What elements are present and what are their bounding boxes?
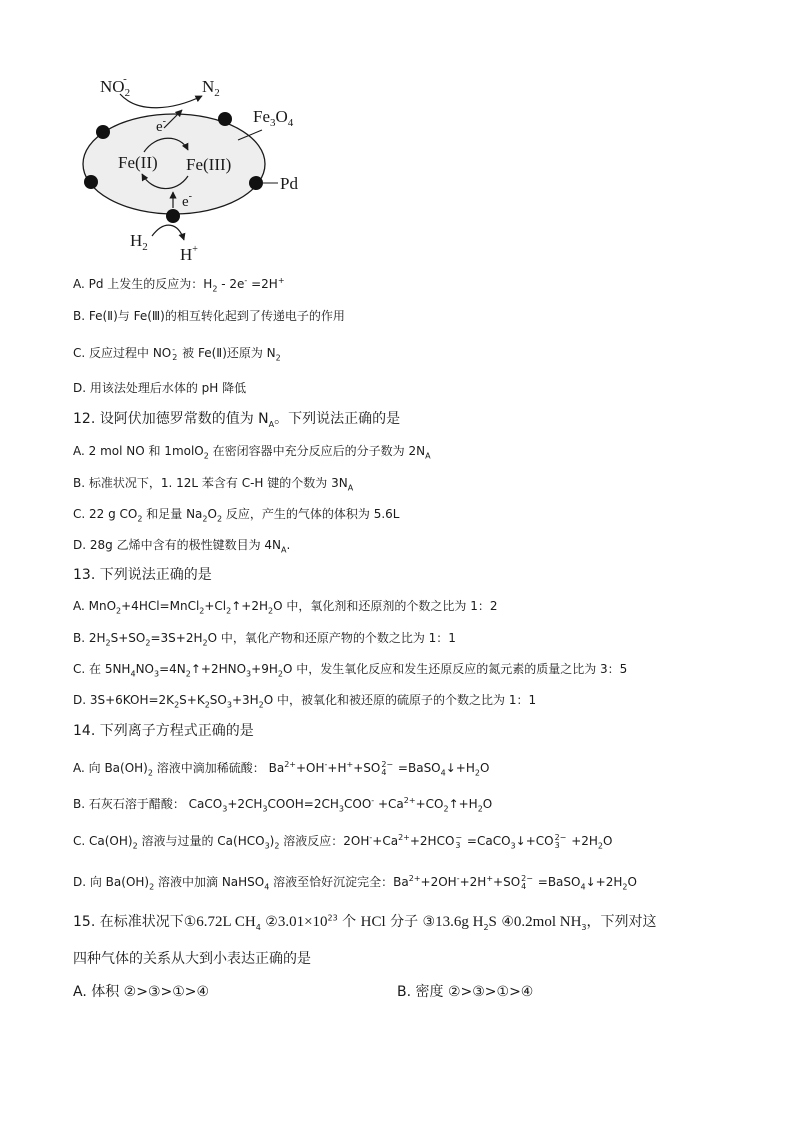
q12-option-b: B. 标准状况下，1. 12L 苯含有 C-H 键的个数为 $3N_A$ [73,476,354,493]
hplus-label: H+ [180,244,198,264]
q11-option-a: A. Pd 上发生的反应为：$H_2 - 2e^- =2H^+$ [73,276,285,294]
q13-stem: 13. 下列说法正确的是 [73,567,212,583]
q12-option-c: C. 22 g $CO_2$ 和足量 $Na_2O_2$ 反应，产生的气体的体积为 5.6L [73,507,400,524]
q14-option-b: B. 石灰石溶于醋酸： $CaCO_3+2CH_3COOH=2CH_3COO^-$ $+Ca^{2+}+CO_2↑+H_2O$ [73,796,493,814]
q11-option-b: B. Fe(Ⅱ)与 Fe(Ⅲ)的相互转化起到了传递电子的作用 [73,309,345,323]
electron-bottom-label: e- [182,191,193,210]
q11-option-c: C. 反应过程中 NO - 2 被 Fe(Ⅱ)还原为 $N_2$ [73,344,281,363]
q15-stem-line1: 15. 在标准状况下①6.72L $CH_4$ $②3.01\times 10^{23}$ 个 HCl 分子 ③13.6g $H_2S$ ④0.2mol $NH_3$，下列对这 [73,913,657,932]
q13-option-b: B. $2H_2S+SO_2=3S+2H_2O$ 中，氧化产物和还原产物的个数之比为 1：1 [73,631,456,648]
pd-dot [249,176,263,190]
pd-dot [84,175,98,189]
q15-stem-line2: 四种气体的关系从大到小表达正确的是 [73,951,311,967]
fe3o4-label: $Fe_3O_4$ [253,107,294,129]
feiii-label: Fe(III) [186,155,232,174]
electron-top-label: e- [156,116,167,135]
pd-dot [96,125,110,139]
no2-label: $NO_2-$ [100,73,131,99]
catalyst-particle-ellipse [83,114,265,214]
q14-option-a: A. 向 $Ba(OH)_2$ 溶液中滴加稀硫酸： $Ba^{2+}+OH^-+H^++SO$ 2− 4 $=BaSO_4↓+H_2O$ [73,759,490,778]
q12-stem: 12. 设阿伏加德罗常数的值为 $N_A$。下列说法正确的是 [73,411,401,429]
q13-option-a: A. $MnO_2+4HCl=MnCl_2+Cl_2↑+2H_2O$ 中，氧化剂和还原剂的个数之比为 1：2 [73,599,498,616]
q14-option-d: D. 向 $Ba(OH)_2$ 溶液中加滴 NaHSO$_4$ 溶液至恰好沉淀完全：$Ba^{2+}+2OH^-+2H^++SO$ 2− 4 $=BaSO_4↓+2H_2O$ [73,873,637,892]
q15-option-b: B. 密度 ②>③>①>④ [397,984,534,1000]
n2-label: $N_2$ [202,77,220,99]
q14-option-c: C. $Ca(OH)_2$ 溶液与过量的 $Ca(HCO_3)_2$ 溶液反应：$2OH^-+Ca^{2+}+2HCO$ − 3 =CaCO$_3$↓+CO 2− 3 $+2H_2O$ [73,832,613,851]
q12-option-a: A. 2 mol NO 和 1molO$_2$ 在密闭容器中充分反应后的分子数为 $2N_A$ [73,444,431,461]
pd-dot [166,209,180,223]
q15-option-a: A. 体积 ②>③>①>④ [73,984,210,1000]
q13-option-d: D. $3S+6KOH=2K_2S+K_2SO_3+3H_2O$ 中，被氧化和被还原的硫原子的个数之比为 1：1 [73,693,537,710]
no2-to-n2-arrow [120,94,202,108]
q14-stem: 14. 下列离子方程式正确的是 [73,723,254,739]
pd-label: Pd [280,174,298,193]
fe3o4-pd-catalysis-diagram [78,70,310,265]
q11-option-d: D. 用该法处理后水体的 pH 降低 [73,381,247,395]
q12-option-d: D. 28g 乙烯中含有的极性键数目为 $4N_A$. [73,538,291,555]
q13-option-c: C. 在 $5NH_4NO_3=4N_2↑+2HNO_3+9H_2O$ 中，发生氧化反应和发生还原反应的氮元素的质量之比为 3：5 [73,662,628,679]
feii-label: Fe(II) [118,153,158,172]
pd-dot [218,112,232,126]
h2-to-hplus-arrow [152,225,184,240]
h2-label: $H_2$ [130,231,148,253]
